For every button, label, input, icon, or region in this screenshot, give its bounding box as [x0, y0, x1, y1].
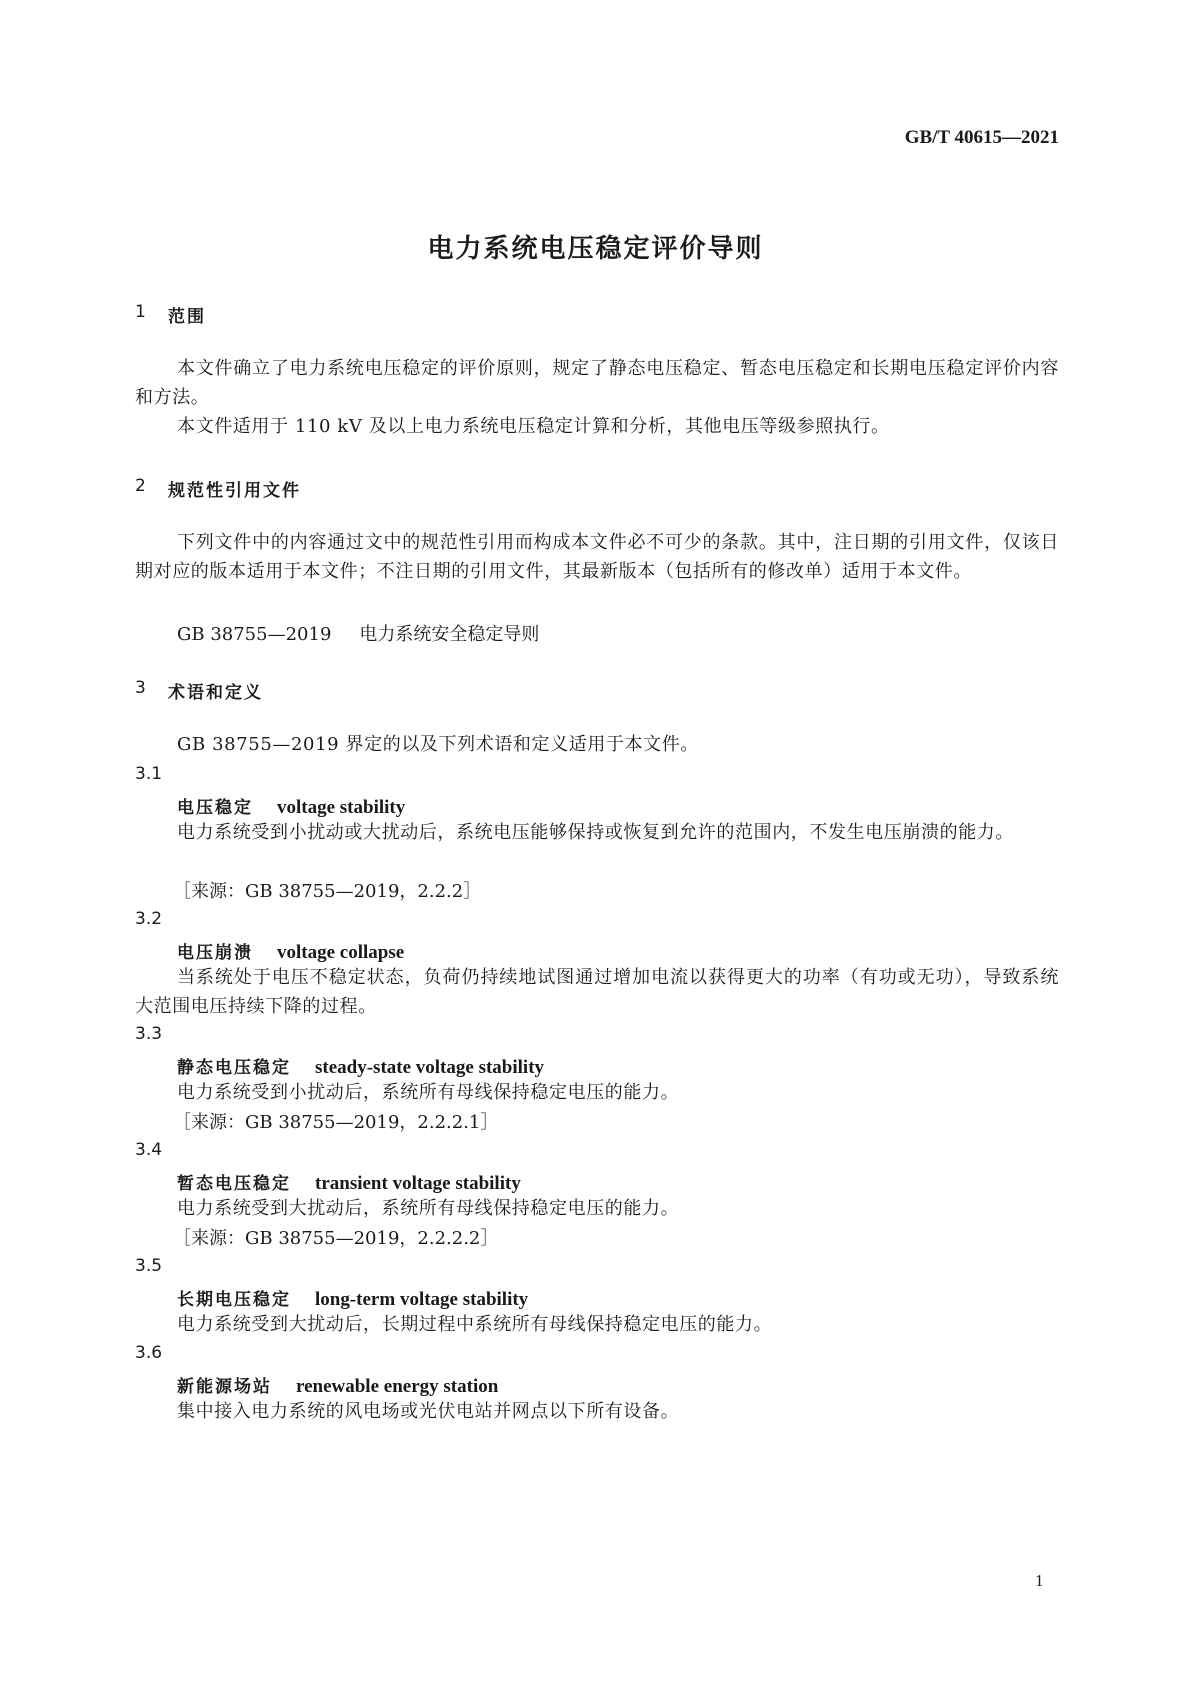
term-heading [177, 1285, 528, 1311]
section-3-title: 术语和定义 [168, 683, 263, 703]
term-definition: 电力系统受到大扰动后，长期过程中系统所有母线保持稳定电压的能力。 [177, 1314, 773, 1335]
term-chinese: 电压崩溃 [177, 943, 253, 963]
term-english: long-term voltage stability [315, 1289, 529, 1310]
document-title: 电力系统电压稳定评价导则 [427, 234, 764, 264]
normative-reference [177, 620, 539, 646]
term-chinese: 长期电压稳定 [177, 1290, 291, 1310]
section-2-title: 规范性引用文件 [168, 481, 301, 501]
term-english: voltage stability [277, 797, 406, 818]
term-heading [177, 1372, 498, 1398]
term-english: renewable energy station [296, 1376, 499, 1397]
term-chinese: 电压稳定 [177, 798, 253, 818]
reference-title: 电力系统安全稳定导则 [359, 624, 540, 645]
section-1-paragraph-2: 本文件适用于 110 kV 及以上电力系统电压稳定计算和分析，其他电压等级参照执行。 [177, 416, 890, 437]
standard-code: GB/T 40615—2021 [904, 127, 1059, 148]
term-definition: 电力系统受到小扰动或大扰动后，系统电压能够保持或恢复到允许的范围内，不发生电压崩溃的能力。 [177, 822, 1014, 843]
term-definition: 集中接入电力系统的风电场或光伏电站并网点以下所有设备。 [177, 1401, 680, 1422]
term-english: transient voltage stability [315, 1173, 521, 1194]
section-3-number: 3 [135, 678, 146, 698]
term-definition: 电力系统受到小扰动后，系统所有母线保持稳定电压的能力。 [177, 1082, 680, 1103]
term-number: 3.5 [135, 1256, 163, 1276]
term-heading [177, 1053, 544, 1079]
section-1-title: 范围 [168, 307, 206, 327]
term-chinese: 静态电压稳定 [177, 1058, 291, 1078]
term-number: 3.1 [135, 764, 163, 784]
term-english: steady-state voltage stability [315, 1057, 545, 1078]
term-number: 3.2 [135, 909, 163, 929]
term-heading [177, 1169, 521, 1195]
term-number: 3.3 [135, 1024, 163, 1044]
term-definition: 当系统处于电压不稳定状态，负荷仍持续地试图通过增加电流以获得更大的功率（有功或无功），导致系统大范围电压持续下降的过程。 [135, 967, 1059, 1017]
term-definition: 电力系统受到大扰动后，系统所有母线保持稳定电压的能力。 [177, 1198, 680, 1219]
section-3-intro: GB 38755—2019 界定的以及下列术语和定义适用于本文件。 [177, 734, 699, 755]
term-chinese: 暂态电压稳定 [177, 1174, 291, 1194]
section-2-number: 2 [135, 476, 146, 496]
term-number: 3.6 [135, 1343, 163, 1363]
section-1-paragraph-1: 本文件确立了电力系统电压稳定的评价原则，规定了静态电压稳定、暂态电压稳定和长期电压稳定评价内容和方法。 [135, 358, 1059, 408]
term-heading [177, 938, 404, 964]
section-2-paragraph: 下列文件中的内容通过文中的规范性引用而构成本文件必不可少的条款。其中，注日期的引用文件，仅该日期对应的版本适用于本文件；不注日期的引用文件，其最新版本（包括所有的修改单）适用于本文件。 [135, 532, 1059, 582]
reference-code: GB 38755—2019 [177, 624, 332, 645]
term-chinese: 新能源场站 [177, 1377, 272, 1397]
term-source: ［来源：GB 38755—2019，2.2.2.2］ [173, 1228, 499, 1249]
page-number: 1 [1035, 1571, 1044, 1590]
section-1-number: 1 [135, 302, 146, 322]
term-english: voltage collapse [277, 942, 405, 963]
term-source: ［来源：GB 38755—2019，2.2.2］ [173, 881, 482, 902]
term-heading [177, 793, 405, 819]
term-source: ［来源：GB 38755—2019，2.2.2.1］ [173, 1112, 499, 1133]
term-number: 3.4 [135, 1140, 163, 1160]
